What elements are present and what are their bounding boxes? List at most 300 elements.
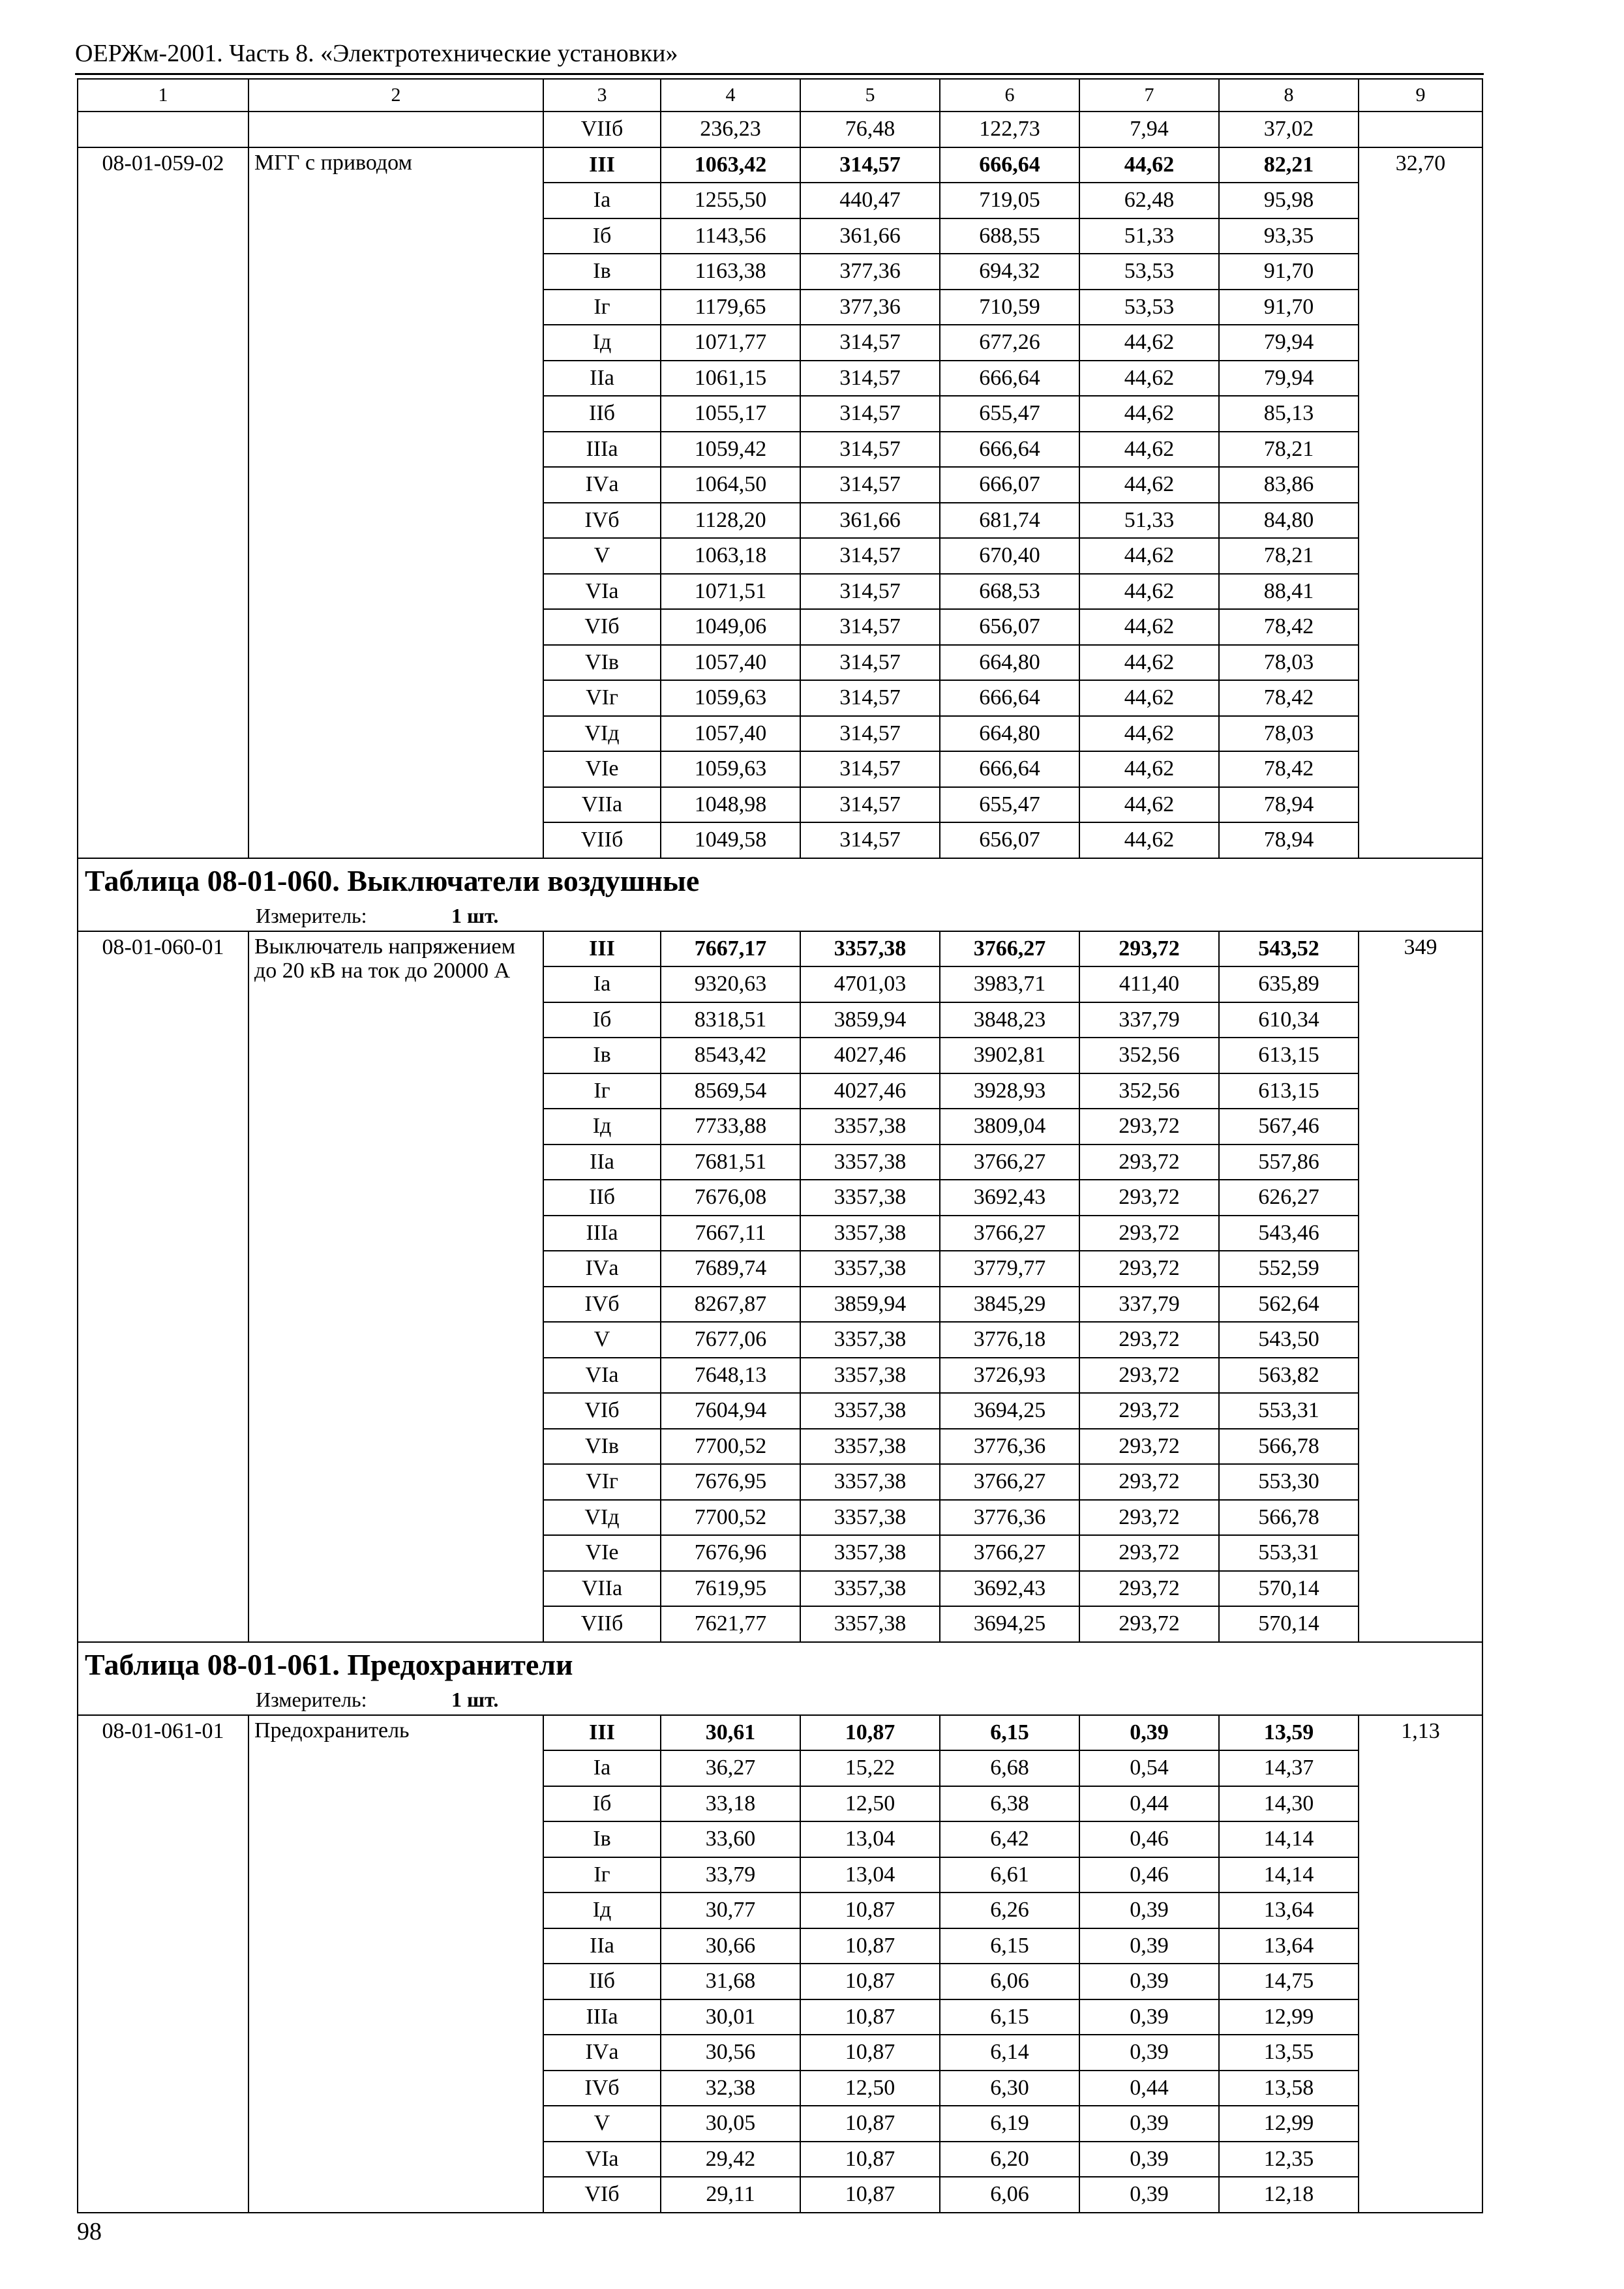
unit-row	[78, 1684, 1482, 1715]
value-cell: 361,66	[800, 503, 940, 539]
zone-cell: VIг	[543, 680, 661, 716]
zone-cell: VIе	[543, 751, 661, 787]
value-cell: 1063,42	[661, 147, 800, 183]
value-cell: 3859,94	[800, 1287, 940, 1323]
value-cell: 566,78	[1219, 1500, 1359, 1536]
value-cell: 44,62	[1079, 361, 1219, 396]
value-cell: 13,64	[1219, 1893, 1359, 1928]
zone-cell: IIб	[543, 1180, 661, 1216]
value-cell: 1057,40	[661, 716, 800, 752]
value-cell: 377,36	[800, 254, 940, 290]
value-cell: 0,44	[1079, 1786, 1219, 1822]
value-cell: 6,20	[940, 2142, 1079, 2177]
value-cell: 314,57	[800, 147, 940, 183]
value-cell: 51,33	[1079, 218, 1219, 254]
value-cell: 78,42	[1219, 609, 1359, 645]
value-cell: 314,57	[800, 432, 940, 468]
column-number: 6	[940, 79, 1079, 112]
value-cell: 352,56	[1079, 1038, 1219, 1073]
value-cell: 3766,27	[940, 1144, 1079, 1180]
value-cell: 13,59	[1219, 1715, 1359, 1751]
value-cell: 30,01	[661, 1999, 800, 2035]
value-cell: 32,38	[661, 2071, 800, 2106]
value-cell: 44,62	[1079, 751, 1219, 787]
zone-cell: IIа	[543, 1144, 661, 1180]
value-cell: 314,57	[800, 716, 940, 752]
value-cell: 93,35	[1219, 218, 1359, 254]
value-cell: 6,38	[940, 1786, 1079, 1822]
zone-cell: IIа	[543, 361, 661, 396]
value-cell: 14,37	[1219, 1750, 1359, 1786]
zone-cell: Iд	[543, 325, 661, 361]
value-cell: 1059,63	[661, 680, 800, 716]
value-cell: 655,47	[940, 396, 1079, 432]
value-cell: 7700,52	[661, 1500, 800, 1536]
value-cell: 44,62	[1079, 680, 1219, 716]
value-cell: 314,57	[800, 645, 940, 681]
value-cell: 1059,63	[661, 751, 800, 787]
value-cell: 15,22	[800, 1750, 940, 1786]
value-cell: 14,30	[1219, 1786, 1359, 1822]
value-cell: 293,72	[1079, 1393, 1219, 1429]
zone-cell: VIв	[543, 645, 661, 681]
value-cell: 0,39	[1079, 2106, 1219, 2142]
column-number: 9	[1359, 79, 1482, 112]
zone-cell: III	[543, 147, 661, 183]
extra-cell: 349	[1359, 931, 1482, 1642]
extra-cell: 32,70	[1359, 147, 1482, 858]
value-cell: 337,79	[1079, 1287, 1219, 1323]
value-cell: 3357,38	[800, 1535, 940, 1571]
zone-cell: IIIа	[543, 432, 661, 468]
value-cell: 3357,38	[800, 1500, 940, 1536]
value-cell: 78,42	[1219, 680, 1359, 716]
value-cell: 570,14	[1219, 1571, 1359, 1607]
value-cell: 29,11	[661, 2177, 800, 2213]
value-cell: 0,39	[1079, 1999, 1219, 2035]
zone-cell: Iв	[543, 254, 661, 290]
value-cell: 293,72	[1079, 1464, 1219, 1500]
zone-cell: Iг	[543, 1857, 661, 1893]
zone-cell: IIа	[543, 1928, 661, 1964]
value-cell: 44,62	[1079, 787, 1219, 823]
value-cell: 293,72	[1079, 1606, 1219, 1642]
value-cell: 314,57	[800, 574, 940, 610]
value-cell: 377,36	[800, 290, 940, 325]
value-cell: 13,04	[800, 1857, 940, 1893]
value-cell: 3357,38	[800, 1109, 940, 1144]
zone-cell: Iд	[543, 1893, 661, 1928]
value-cell: 95,98	[1219, 183, 1359, 218]
zone-cell: VIе	[543, 1535, 661, 1571]
value-cell: 3357,38	[800, 1322, 940, 1358]
price-table	[77, 78, 1483, 2213]
code-cell: 08-01-059-02	[78, 147, 248, 858]
value-cell: 6,26	[940, 1893, 1079, 1928]
value-cell: 3766,27	[940, 931, 1079, 967]
value-cell: 122,73	[940, 112, 1079, 147]
value-cell: 8318,51	[661, 1002, 800, 1038]
value-cell: 666,64	[940, 751, 1079, 787]
value-cell: 6,06	[940, 2177, 1079, 2213]
value-cell: 3357,38	[800, 1251, 940, 1287]
value-cell: 30,05	[661, 2106, 800, 2142]
value-cell: 3357,38	[800, 931, 940, 967]
value-cell: 78,42	[1219, 751, 1359, 787]
value-cell: 76,48	[800, 112, 940, 147]
section-title: Таблица 08-01-061. Предохранители	[78, 1642, 1482, 1684]
value-cell: 79,94	[1219, 325, 1359, 361]
zone-cell: VIIб	[543, 1606, 661, 1642]
value-cell: 293,72	[1079, 1429, 1219, 1465]
value-cell: 4027,46	[800, 1073, 940, 1109]
value-cell: 3357,38	[800, 1464, 940, 1500]
value-cell: 3766,27	[940, 1535, 1079, 1571]
unit-label: Измеритель:	[256, 903, 367, 927]
value-cell: 10,87	[800, 2177, 940, 2213]
section-title-row	[78, 1642, 1482, 1684]
value-cell: 37,02	[1219, 112, 1359, 147]
value-cell: 352,56	[1079, 1073, 1219, 1109]
value-cell: 44,62	[1079, 467, 1219, 503]
value-cell: 83,86	[1219, 467, 1359, 503]
column-number: 2	[248, 79, 543, 112]
table-row	[78, 147, 1482, 183]
value-cell: 91,70	[1219, 290, 1359, 325]
value-cell: 6,68	[940, 1750, 1079, 1786]
value-cell: 688,55	[940, 218, 1079, 254]
value-cell: 1048,98	[661, 787, 800, 823]
zone-cell: Iа	[543, 966, 661, 1002]
value-cell: 656,07	[940, 609, 1079, 645]
value-cell: 78,94	[1219, 787, 1359, 823]
zone-cell: Iг	[543, 290, 661, 325]
zone-cell: Iб	[543, 1002, 661, 1038]
value-cell: 666,64	[940, 680, 1079, 716]
zone-cell: IVб	[543, 503, 661, 539]
value-cell: 62,48	[1079, 183, 1219, 218]
zone-cell: Iв	[543, 1038, 661, 1073]
value-cell: 664,80	[940, 716, 1079, 752]
value-cell: 314,57	[800, 361, 940, 396]
unit-cell	[78, 901, 1482, 931]
value-cell: 293,72	[1079, 1535, 1219, 1571]
value-cell: 3357,38	[800, 1606, 940, 1642]
table-body	[78, 79, 1482, 2213]
value-cell: 7676,95	[661, 1464, 800, 1500]
value-cell: 3983,71	[940, 966, 1079, 1002]
value-cell: 6,15	[940, 1928, 1079, 1964]
value-cell: 10,87	[800, 1964, 940, 1999]
zone-cell: VIIа	[543, 1571, 661, 1607]
value-cell: 293,72	[1079, 1109, 1219, 1144]
value-cell: 1255,50	[661, 183, 800, 218]
code-cell: 08-01-060-01	[78, 931, 248, 1642]
value-cell: 7733,88	[661, 1109, 800, 1144]
value-cell: 3776,36	[940, 1429, 1079, 1465]
value-cell: 670,40	[940, 538, 1079, 574]
value-cell: 6,42	[940, 1821, 1079, 1857]
value-cell: 78,94	[1219, 822, 1359, 858]
zone-cell: VIб	[543, 1393, 661, 1429]
section-title: Таблица 08-01-060. Выключатели воздушные	[78, 858, 1482, 901]
value-cell: 553,31	[1219, 1393, 1359, 1429]
value-cell: 1179,65	[661, 290, 800, 325]
value-cell: 12,18	[1219, 2177, 1359, 2213]
zone-cell: VIа	[543, 574, 661, 610]
value-cell: 3779,77	[940, 1251, 1079, 1287]
value-cell: 44,62	[1079, 822, 1219, 858]
value-cell: 33,60	[661, 1821, 800, 1857]
zone-cell: Iв	[543, 1821, 661, 1857]
column-number: 1	[78, 79, 248, 112]
value-cell: 78,03	[1219, 716, 1359, 752]
unit-value: 1 шт.	[451, 903, 499, 927]
value-cell: 1163,38	[661, 254, 800, 290]
value-cell: 0,46	[1079, 1857, 1219, 1893]
value-cell: 91,70	[1219, 254, 1359, 290]
section-title-row	[78, 858, 1482, 901]
value-cell: 314,57	[800, 467, 940, 503]
value-cell: 79,94	[1219, 361, 1359, 396]
value-cell: 3766,27	[940, 1464, 1079, 1500]
value-cell: 7604,94	[661, 1393, 800, 1429]
zone-cell: Iб	[543, 218, 661, 254]
value-cell: 3357,38	[800, 1393, 940, 1429]
value-cell: 314,57	[800, 609, 940, 645]
extra-cell: 1,13	[1359, 1715, 1482, 2213]
value-cell: 53,53	[1079, 290, 1219, 325]
value-cell: 78,21	[1219, 538, 1359, 574]
value-cell: 293,72	[1079, 931, 1219, 967]
value-cell: 44,62	[1079, 609, 1219, 645]
unit-value: 1 шт.	[451, 1687, 499, 1711]
value-cell: 7667,17	[661, 931, 800, 967]
value-cell: 1128,20	[661, 503, 800, 539]
description-cell: МГГ с приводом	[248, 147, 543, 858]
code-cell: 08-01-061-01	[78, 1715, 248, 2213]
value-cell: 314,57	[800, 822, 940, 858]
value-cell: 7677,06	[661, 1322, 800, 1358]
value-cell: 12,99	[1219, 2106, 1359, 2142]
zone-cell: VIа	[543, 1358, 661, 1394]
value-cell: 1055,17	[661, 396, 800, 432]
value-cell: 0,39	[1079, 2142, 1219, 2177]
value-cell: 44,62	[1079, 396, 1219, 432]
value-cell: 12,35	[1219, 2142, 1359, 2177]
value-cell: 613,15	[1219, 1038, 1359, 1073]
value-cell: 0,46	[1079, 1821, 1219, 1857]
value-cell: 30,56	[661, 2035, 800, 2071]
value-cell: 314,57	[800, 787, 940, 823]
value-cell: 1049,06	[661, 609, 800, 645]
value-cell: 314,57	[800, 538, 940, 574]
zone-cell: IIб	[543, 396, 661, 432]
column-number: 4	[661, 79, 800, 112]
value-cell: 3902,81	[940, 1038, 1079, 1073]
zone-cell: Iд	[543, 1109, 661, 1144]
value-cell: 3357,38	[800, 1144, 940, 1180]
value-cell: 10,87	[800, 1999, 940, 2035]
value-cell: 552,59	[1219, 1251, 1359, 1287]
value-cell: 44,62	[1079, 645, 1219, 681]
value-cell: 3845,29	[940, 1287, 1079, 1323]
header-rule	[75, 73, 1484, 75]
zone-cell: III	[543, 931, 661, 967]
zone-cell: III	[543, 1715, 661, 1751]
value-cell: 88,41	[1219, 574, 1359, 610]
value-cell: 1143,56	[661, 218, 800, 254]
zone-cell: IVб	[543, 1287, 661, 1323]
value-cell: 677,26	[940, 325, 1079, 361]
value-cell: 563,82	[1219, 1358, 1359, 1394]
value-cell: 7667,11	[661, 1216, 800, 1251]
value-cell: 10,87	[800, 2142, 940, 2177]
value-cell: 666,64	[940, 361, 1079, 396]
value-cell: 0,39	[1079, 1964, 1219, 1999]
value-cell: 51,33	[1079, 503, 1219, 539]
value-cell: 3357,38	[800, 1429, 940, 1465]
value-cell: 3809,04	[940, 1109, 1079, 1144]
value-cell: 4701,03	[800, 966, 940, 1002]
column-number: 3	[543, 79, 661, 112]
value-cell: 0,39	[1079, 1928, 1219, 1964]
value-cell: 0,39	[1079, 1893, 1219, 1928]
value-cell: 8543,42	[661, 1038, 800, 1073]
value-cell: 85,13	[1219, 396, 1359, 432]
value-cell: 13,04	[800, 1821, 940, 1857]
zone-cell: VIд	[543, 1500, 661, 1536]
value-cell: 14,14	[1219, 1821, 1359, 1857]
value-cell: 3766,27	[940, 1216, 1079, 1251]
value-cell: 36,27	[661, 1750, 800, 1786]
zone-cell: VIIб	[543, 822, 661, 858]
value-cell: 13,64	[1219, 1928, 1359, 1964]
zone-cell: V	[543, 2106, 661, 2142]
value-cell: 44,62	[1079, 716, 1219, 752]
value-cell: 13,58	[1219, 2071, 1359, 2106]
zone-cell: IVа	[543, 2035, 661, 2071]
value-cell: 666,64	[940, 147, 1079, 183]
value-cell: 3692,43	[940, 1180, 1079, 1216]
zone-cell: V	[543, 538, 661, 574]
value-cell: 78,03	[1219, 645, 1359, 681]
value-cell: 53,53	[1079, 254, 1219, 290]
zone-cell: VIIб	[543, 112, 661, 147]
value-cell: 44,62	[1079, 325, 1219, 361]
value-cell: 3776,36	[940, 1500, 1079, 1536]
value-cell: 3357,38	[800, 1216, 940, 1251]
value-cell: 666,07	[940, 467, 1079, 503]
zone-cell: VIг	[543, 1464, 661, 1500]
zone-cell: IVб	[543, 2071, 661, 2106]
value-cell: 666,64	[940, 432, 1079, 468]
value-cell: 0,54	[1079, 1750, 1219, 1786]
value-cell: 6,15	[940, 1999, 1079, 2035]
value-cell: 543,52	[1219, 931, 1359, 967]
value-cell: 84,80	[1219, 503, 1359, 539]
value-cell: 655,47	[940, 787, 1079, 823]
value-cell: 14,14	[1219, 1857, 1359, 1893]
table-row	[78, 112, 1482, 147]
value-cell: 3357,38	[800, 1571, 940, 1607]
zone-cell: IVа	[543, 467, 661, 503]
zone-cell: Iа	[543, 183, 661, 218]
value-cell: 361,66	[800, 218, 940, 254]
value-cell: 543,50	[1219, 1322, 1359, 1358]
unit-row	[78, 901, 1482, 931]
zone-cell: V	[543, 1322, 661, 1358]
zone-cell: VIб	[543, 2177, 661, 2213]
value-cell: 7676,96	[661, 1535, 800, 1571]
value-cell: 3848,23	[940, 1002, 1079, 1038]
value-cell: 610,34	[1219, 1002, 1359, 1038]
page-header: ОЕРЖм-2001. Часть 8. «Электротехнические установки»	[75, 40, 678, 67]
value-cell: 314,57	[800, 751, 940, 787]
value-cell: 3928,93	[940, 1073, 1079, 1109]
value-cell: 0,44	[1079, 2071, 1219, 2106]
value-cell: 337,79	[1079, 1002, 1219, 1038]
value-cell: 3692,43	[940, 1571, 1079, 1607]
value-cell: 1059,42	[661, 432, 800, 468]
table-row	[78, 1715, 1482, 1751]
value-cell: 293,72	[1079, 1571, 1219, 1607]
value-cell: 553,31	[1219, 1535, 1359, 1571]
value-cell: 626,27	[1219, 1180, 1359, 1216]
unit-label: Измеритель:	[256, 1687, 367, 1711]
value-cell: 1061,15	[661, 361, 800, 396]
value-cell: 9320,63	[661, 966, 800, 1002]
value-cell: 44,62	[1079, 432, 1219, 468]
value-cell: 3357,38	[800, 1180, 940, 1216]
value-cell: 236,23	[661, 112, 800, 147]
value-cell: 668,53	[940, 574, 1079, 610]
value-cell: 12,50	[800, 2071, 940, 2106]
value-cell: 44,62	[1079, 574, 1219, 610]
value-cell: 1063,18	[661, 538, 800, 574]
value-cell: 635,89	[1219, 966, 1359, 1002]
value-cell: 293,72	[1079, 1216, 1219, 1251]
column-number-row	[78, 79, 1482, 112]
value-cell: 30,66	[661, 1928, 800, 1964]
value-cell: 7681,51	[661, 1144, 800, 1180]
value-cell: 293,72	[1079, 1500, 1219, 1536]
value-cell: 553,30	[1219, 1464, 1359, 1500]
value-cell: 1049,58	[661, 822, 800, 858]
value-cell: 6,14	[940, 2035, 1079, 2071]
value-cell: 3859,94	[800, 1002, 940, 1038]
value-cell: 613,15	[1219, 1073, 1359, 1109]
page-number: 98	[77, 2218, 102, 2245]
value-cell: 30,61	[661, 1715, 800, 1751]
description-cell	[248, 112, 543, 147]
value-cell: 543,46	[1219, 1216, 1359, 1251]
value-cell: 31,68	[661, 1964, 800, 1999]
value-cell: 6,06	[940, 1964, 1079, 1999]
value-cell: 14,75	[1219, 1964, 1359, 1999]
value-cell: 12,99	[1219, 1999, 1359, 2035]
value-cell: 566,78	[1219, 1429, 1359, 1465]
zone-cell: Iа	[543, 1750, 661, 1786]
value-cell: 681,74	[940, 503, 1079, 539]
value-cell: 10,87	[800, 2035, 940, 2071]
value-cell: 8267,87	[661, 1287, 800, 1323]
value-cell: 3357,38	[800, 1358, 940, 1394]
value-cell: 0,39	[1079, 2035, 1219, 2071]
value-cell: 44,62	[1079, 147, 1219, 183]
value-cell: 314,57	[800, 396, 940, 432]
value-cell: 694,32	[940, 254, 1079, 290]
